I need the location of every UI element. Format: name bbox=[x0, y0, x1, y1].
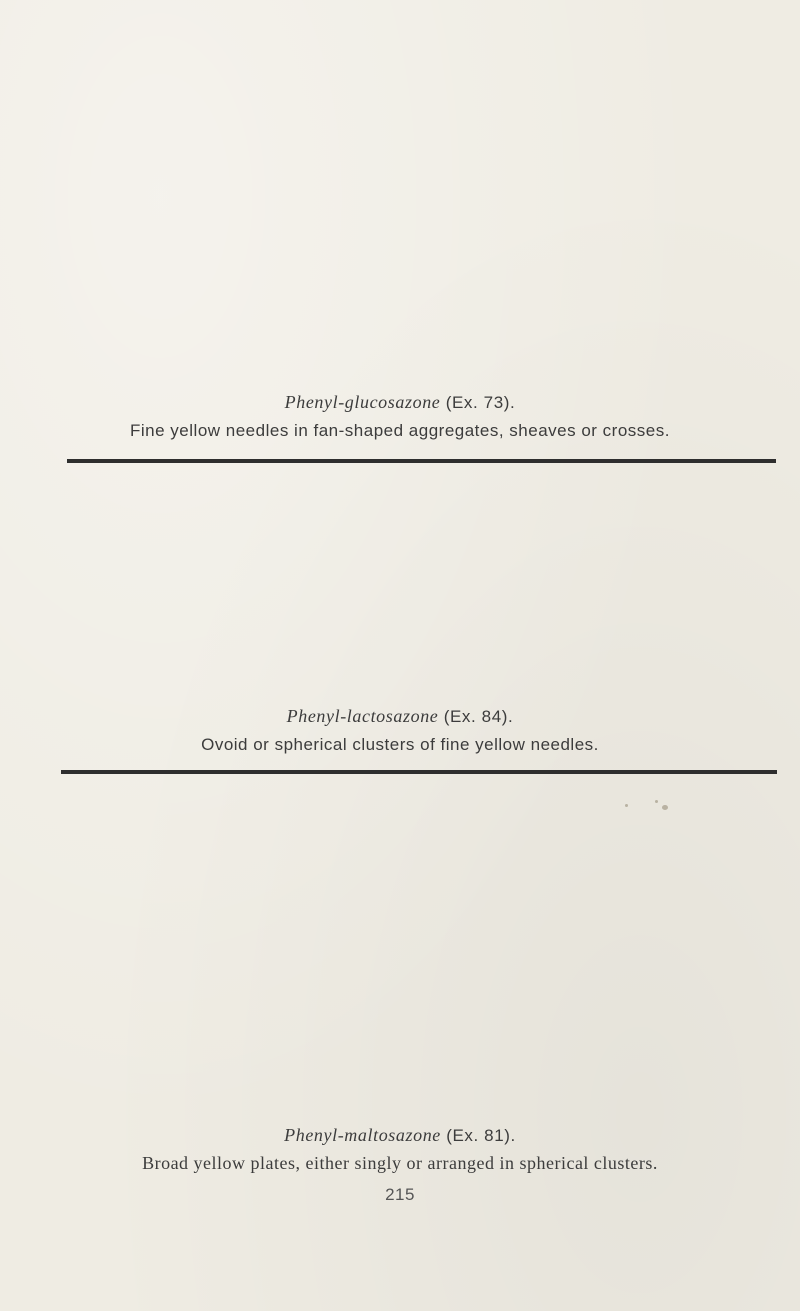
plate-1-reference: (Ex. 73). bbox=[445, 393, 516, 412]
paper-speck bbox=[625, 804, 628, 807]
plate-1-description: Fine yellow needles in fan-shaped aggregates, sheaves or crosses. bbox=[130, 421, 670, 440]
plate-2-title bbox=[0, 706, 800, 727]
plate-1-compound-name: Phenyl-glucosazone bbox=[284, 392, 441, 412]
paper-speck bbox=[655, 800, 658, 803]
plate-3-reference: (Ex. 81). bbox=[446, 1126, 516, 1145]
plate-3-title bbox=[0, 1125, 800, 1146]
plate-2-reference: (Ex. 84). bbox=[443, 707, 514, 726]
plate-2-compound-name: Phenyl-lactosazone bbox=[286, 706, 439, 726]
page-number: 215 bbox=[385, 1185, 415, 1204]
plate-2-description: Ovoid or spherical clusters of fine yellow needles. bbox=[201, 735, 599, 754]
plate-3-description: Broad yellow plates, either singly or arranged in spherical clusters. bbox=[142, 1153, 658, 1173]
paper-speck bbox=[662, 805, 668, 810]
plate-3-compound-name: Phenyl-maltosazone bbox=[284, 1125, 441, 1145]
plate-1-title bbox=[0, 392, 800, 413]
plate-1-divider bbox=[67, 459, 776, 463]
plate-2-divider bbox=[61, 770, 777, 774]
